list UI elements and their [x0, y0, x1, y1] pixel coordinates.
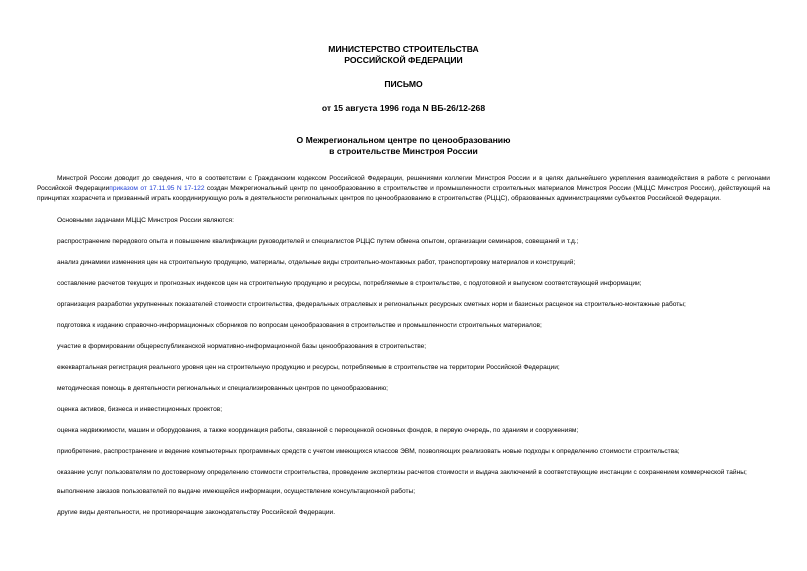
ministry-line-1: МИНИСТЕРСТВО СТРОИТЕЛЬСТВА: [328, 44, 479, 54]
document-subject: [37, 135, 770, 157]
intro-paragraph: [37, 174, 770, 204]
subject-line-1: О Межрегиональном центре по ценообразованию: [296, 135, 511, 145]
task-item: ежеквартальная регистрация реального уровня цен на строительную продукцию и ресурсы, потребляемые в строительстве на территории Российской Федерации;: [57, 364, 560, 371]
intro-text-before: Минстрой России доводит до сведения, что в соответствии с Гражданским кодексом Российской Федерации, решениями коллегии Минстроя России и в целях дальнейшего укрепления взаимодействия в работе с регионами Российской Федерации: [37, 175, 770, 192]
task-item: анализ динамики изменения цен на строительную продукцию, материалы, отдельные виды строительно-монтажных работ, транспортировку материалов и конструкций;: [57, 259, 576, 266]
task-item: подготовка к изданию справочно-информационных сборников по вопросам ценообразования в строительстве и промышленности строительных материалов;: [57, 322, 542, 329]
document-page: [37, 44, 770, 529]
task-item: организация разработки укрупненных показателей стоимости строительства, федеральных отраслевых и региональных ресурсных сметных норм и базисных расценок на строительно-монтажные работы;: [57, 301, 686, 308]
task-item: другие виды деятельности, не противоречащие законодательству Российской Федерации.: [57, 509, 336, 516]
task-item: выполнение заказов пользователей по выдаче имеющейся информации, осуществление консультационной работы;: [57, 488, 416, 495]
task-item: оценка недвижимости, машин и оборудования, а также координация работы, связанной с переоценкой основных фондов, в первую очередь, по зданиям и сооружениям;: [57, 427, 579, 434]
task-item: участие в формировании общереспубликанской нормативно-информационной базы ценообразования в строительстве;: [57, 343, 427, 350]
intro-text-after: создан Межрегиональный центр по ценообразованию в строительстве и промышленности строительных материалов Минстроя России (МЦЦС Минстроя России), действующий на принципах хозрасчета и призванный играть координирующую роль в деятельности региональных центров по ценообразованию в строительстве (РЦЦС), образованных администрациями субъектов Российской Федерации.: [37, 185, 770, 202]
task-item: оценка активов, бизнеса и инвестиционных проектов;: [57, 406, 223, 413]
task-item: оказание услуг пользователям по достоверному определению стоимости строительства, проведение экспертизы расчетов стоимости и выдача заключений в соответствующие инстанции с сохранением коммерческой тайны;: [57, 469, 747, 476]
order-link[interactable]: приказом от 17.11.95 N 17-122: [109, 185, 205, 192]
document-kind: ПИСЬМО: [384, 79, 423, 89]
document-date-number: от 15 августа 1996 года N ВБ-26/12-268: [321, 103, 486, 113]
task-item: распространение передового опыта и повышение квалификации руководителей и специалистов РЦЦС путем обмена опытом, организации семинаров, совещаний и т.д.;: [57, 238, 579, 245]
ministry-line-2: РОССИЙСКОЙ ФЕДЕРАЦИИ: [344, 55, 463, 65]
task-item: составление расчетов текущих и прогнозных индексов цен на строительную продукцию и ресурсы, потребляемые в строительстве, с подготовкой и выпуском соответствующей информации;: [57, 280, 642, 287]
tasks-heading: Основными задачами МЦЦС Минстроя России являются:: [57, 217, 234, 224]
subject-line-2: в строительстве Минстроя России: [329, 146, 478, 156]
document-body: [37, 174, 770, 518]
ministry-header: [37, 44, 770, 66]
task-item: приобретение, распространение и ведение компьютерных программных средств с учетом имеющихся классов ЭВМ, позволяющих реализовать новые подходы к определению стоимости строительства;: [57, 448, 680, 455]
task-item: методическая помощь в деятельности региональных и специализированных центров по ценообразованию;: [57, 385, 388, 392]
